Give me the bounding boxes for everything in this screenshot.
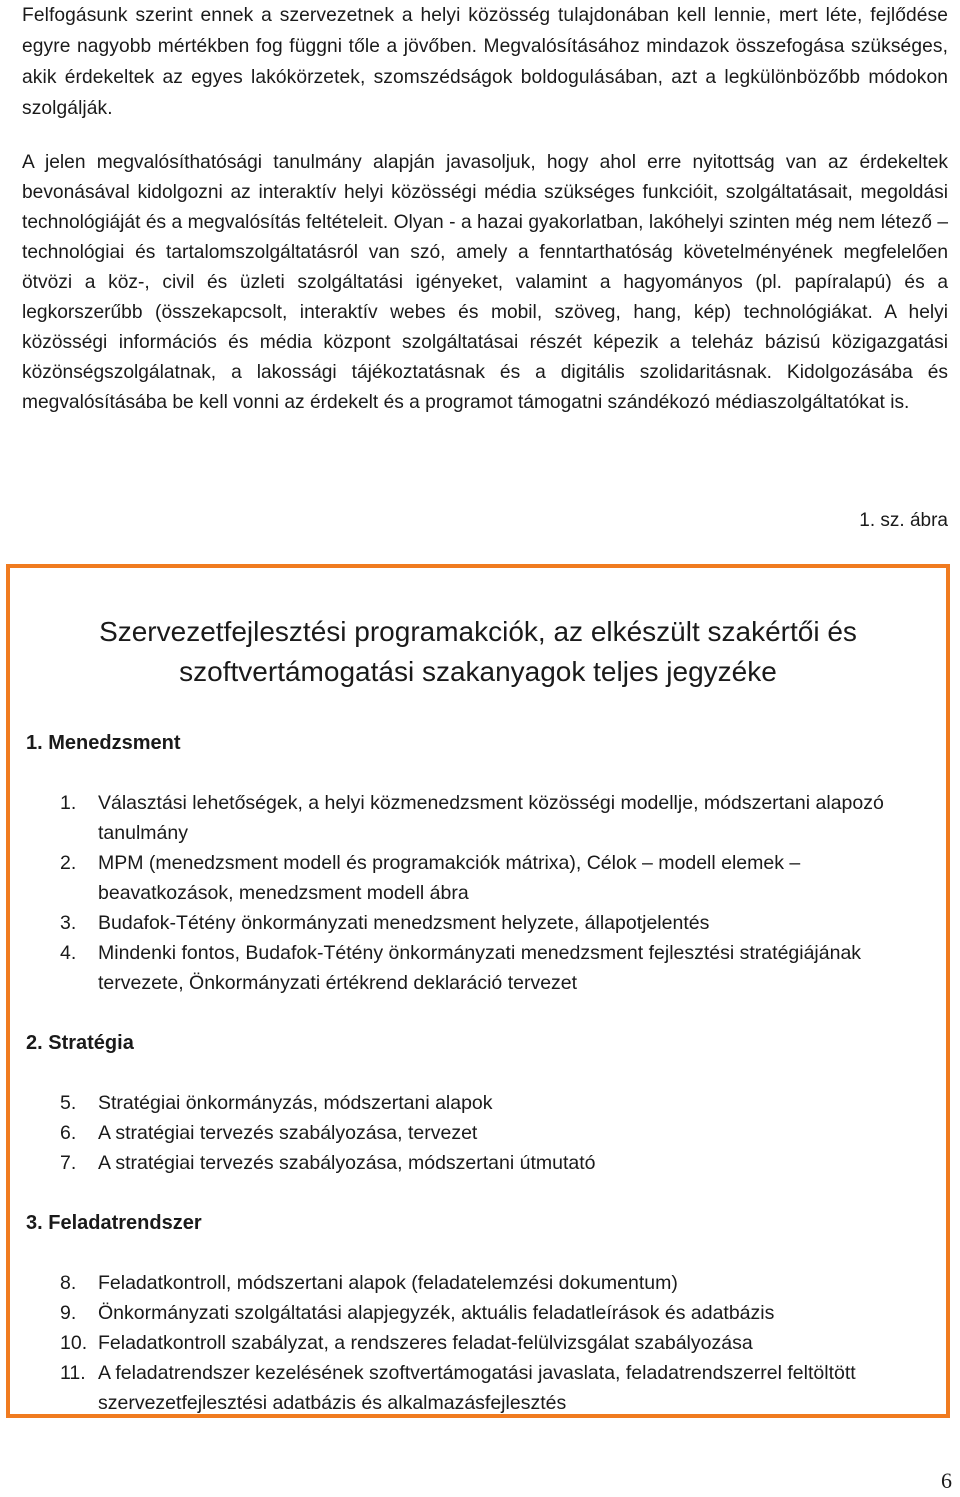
list-item-number: 4. [60, 942, 77, 964]
proposal-paragraph: A jelen megvalósíthatósági tanulmány alapján javasoljuk, hogy ahol erre nyitottság van az érdekeltek bevonásával kidolgozni az interaktív helyi közösségi média szükséges funkcióit, szolgáltatásait, megoldási technológiáját és a megvalósítás feltételeit. Olyan - a hazai gyakorlatban, lakóhelyi szinten még nem létező – technológiai és tartalomszolgáltatásról van szó, amely a fenntarthatóság követelményének megfelelően ötvözi a köz-, civil és üzleti szolgáltatási igényeket, valamint a hagyományos (pl. papíralapú) és a legkorszerűbb (összekapcsolt, interaktív webes és mobil, szöveg, hang, kép) technológiákat. A helyi közösségi információs és média központ szolgáltatásai részét képezik a teleház bázisú közigazgatási közönségszolgálatnak, a lakossági tájékoztatásnak és a digitális szolidaritásnak. Kidolgozásába és megvalósításába be kell vonni az érdekelt és a programot támogatni szándékozó médiaszolgáltatókat is. [22, 152, 948, 413]
list-item-number: 5. [60, 1092, 77, 1114]
list-item-text: Budafok-Tétény önkormányzati menedzsment helyzete, állapotjelentés [98, 912, 710, 934]
list-item-number: 11. [60, 1362, 86, 1384]
figure-caption: 1. sz. ábra [859, 510, 948, 531]
list-item [60, 1268, 920, 1298]
list-item-number: 6. [60, 1122, 77, 1144]
list-item [60, 1118, 920, 1148]
figure-title-line-2: szoftvertámogatási szakanyagok teljes jegyzéke [179, 656, 777, 687]
list-item-text: MPM (menedzsment modell és programakciók mátrixa), Célok – modell elemek – beavatkozások, menedzsment modell ábra [98, 852, 801, 904]
page-number: 6 [941, 1468, 952, 1493]
list-item [60, 788, 920, 848]
figure-box [6, 564, 950, 1418]
list-item-text: Választási lehetőségek, a helyi közmenedzsment közösségi modellje, módszertani alapozó tanulmány [98, 792, 884, 844]
intro-paragraph: Felfogásunk szerint ennek a szervezetnek a helyi közösség tulajdonában kell lennie, mert léte, fejlődése egyre nagyobb mértékben fog függni tőle a jövőben. Megvalósításához mindazok összefogása szükséges, akik érdekeltek az egyes lakókörzetek, szomszédságok boldogulásában, azt a legkülönbözőbb módokon szolgálják. [22, 5, 948, 119]
figure-title [10, 612, 946, 692]
list-item [60, 1358, 920, 1418]
list-item-number: 10. [60, 1332, 88, 1354]
list-item [60, 908, 920, 938]
list-item-text: A stratégiai tervezés szabályozása, módszertani útmutató [98, 1152, 596, 1174]
list-item [60, 1298, 920, 1328]
list-item-number: 1. [60, 792, 77, 814]
list-item-number: 3. [60, 912, 77, 934]
figure-title-line-1: Szervezetfejlesztési programakciók, az elkészült szakértői és [99, 616, 857, 647]
list-item-number: 7. [60, 1152, 77, 1174]
list-item [60, 848, 920, 908]
list-item-text: Stratégiai önkormányzás, módszertani alapok [98, 1092, 493, 1114]
list-item-number: 8. [60, 1272, 77, 1294]
list-item-text: Feladatkontroll szabályzat, a rendszeres feladat-felülvizsgálat szabályozása [98, 1332, 753, 1354]
list-item-text: A feladatrendszer kezelésének szoftvertámogatási javaslata, feladatrendszerrel feltöltött szervezetfejlesztési adatbázis és alkalmazásfejlesztés [98, 1362, 856, 1414]
section-heading-strategia: 2. Stratégia [26, 1032, 134, 1054]
list-item-text: Önkormányzati szolgáltatási alapjegyzék, aktuális feladatleírások és adatbázis [98, 1302, 775, 1324]
list-item [60, 1148, 920, 1178]
list-item [60, 1088, 920, 1118]
section-heading-menedzsment: 1. Menedzsment [26, 732, 181, 754]
list-item [60, 938, 920, 998]
list-item-number: 9. [60, 1302, 77, 1324]
list-item-number: 2. [60, 852, 77, 874]
list-item-text: Feladatkontroll, módszertani alapok (feladatelemzési dokumentum) [98, 1272, 678, 1294]
section-heading-feladatrendszer: 3. Feladatrendszer [26, 1212, 202, 1234]
list-item [60, 1328, 920, 1358]
list-item-text: A stratégiai tervezés szabályozása, tervezet [98, 1122, 478, 1144]
list-item-text: Mindenki fontos, Budafok-Tétény önkormányzati menedzsment fejlesztési stratégiájának tervezete, Önkormányzati értékrend deklaráció tervezet [98, 942, 862, 994]
